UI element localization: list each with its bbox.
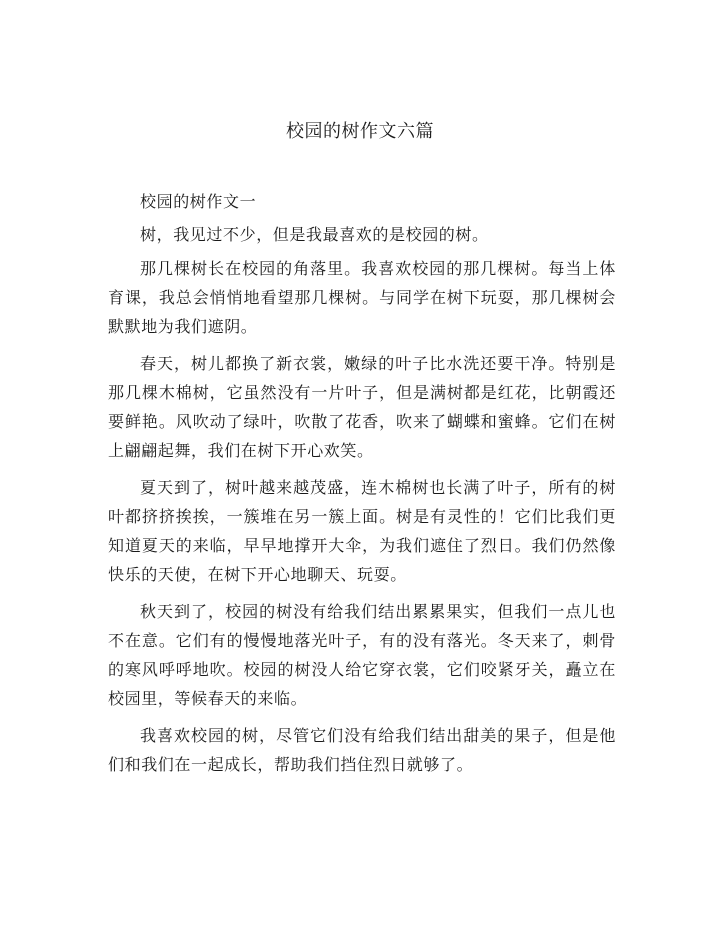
document-title: 校园的树作文六篇 [286, 121, 434, 142]
section-title: 校园的树作文一 [140, 192, 257, 211]
paragraph-6: 我喜欢校园的树，尽管它们没有给我们结出甜美的果子，但是他们和我们在一起成长，帮助我们挡住烈日就够了。 [108, 726, 616, 774]
paragraph-3: 春天，树儿都换了新衣裳，嫩绿的叶子比水洗还要干净。特别是那几棵木棉树，它虽然没有一片叶子，但是满树都是红花，比朝霞还要鲜艳。风吹动了绿叶，吹散了花香，吹来了蝴蝶和蜜蜂。它们在树上翩翩起舞，我们在树下开心欢笑。 [108, 354, 616, 460]
document-body [108, 187, 616, 787]
paragraph-2: 那几棵树长在校园的角落里。我喜欢校园的那几棵树。每当上体育课，我总会悄悄地看望那几棵树。与同学在树下玩耍，那几棵树会默默地为我们遮阴。 [108, 259, 616, 336]
paragraph-4: 夏天到了，树叶越来越茂盛，连木棉树也长满了叶子，所有的树叶都挤挤挨挨，一簇堆在另一簇上面。树是有灵性的！它们比我们更知道夏天的来临，早早地撑开大伞，为我们遮住了烈日。我们仍然像快乐的天使，在树下开心地聊天、玩耍。 [108, 478, 616, 584]
paragraph-5: 秋天到了，校园的树没有给我们结出累累果实，但我们一点儿也不在意。它们有的慢慢地落光叶子，有的没有落光。冬天来了，刺骨的寒风呼呼地吹。校园的树没人给它穿衣裳，它们咬紧牙关，矗立在校园里，等候春天的来临。 [108, 602, 616, 708]
paragraph-1: 树，我见过不少，但是我最喜欢的是校园的树。 [140, 225, 489, 244]
